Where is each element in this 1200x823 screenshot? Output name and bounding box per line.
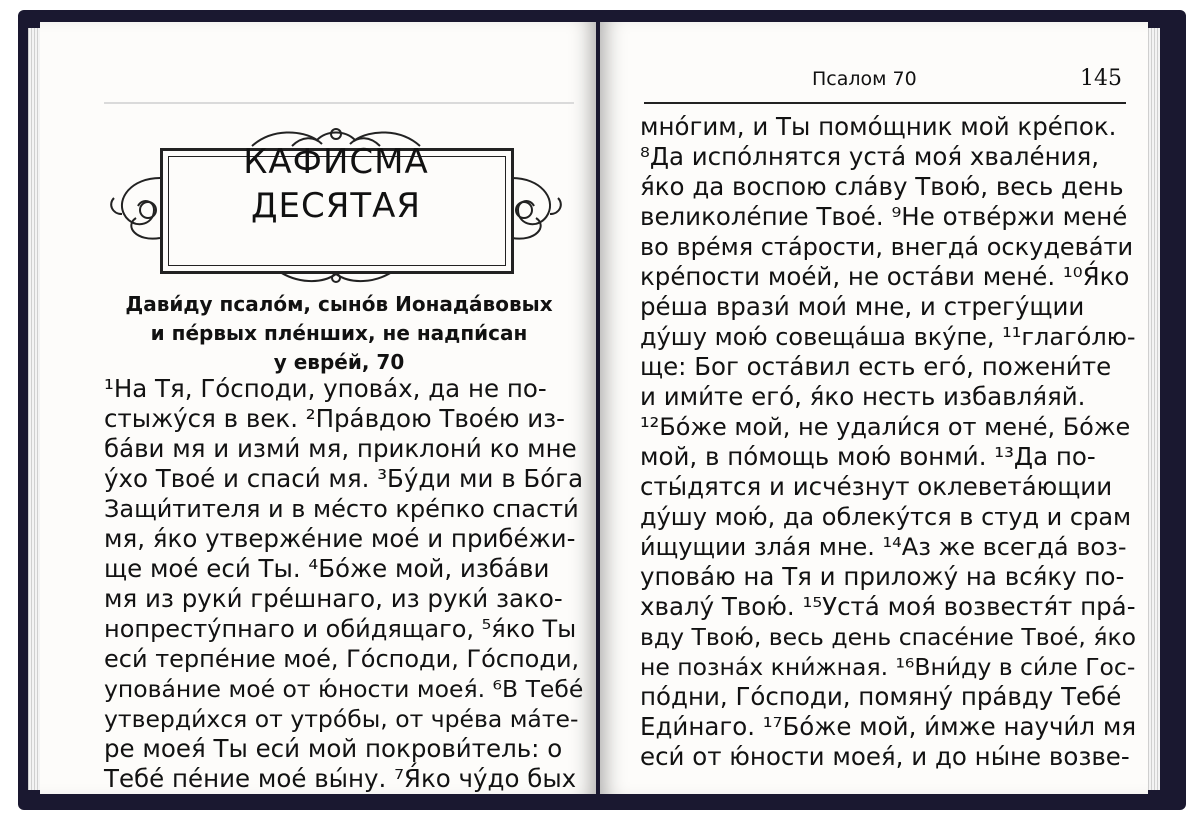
kathisma-title-line2: ДЕСЯТАЯ (250, 186, 422, 226)
text-line: и ими́те егó, я́ко несть избавля́яй. (640, 382, 1086, 411)
text-line: вду Твою́, весь день спасéние Твоé, я́ко (640, 623, 1137, 651)
text-line: Еди́наго. ¹⁷Бóже мой, и́мже научи́л мя (640, 712, 1137, 741)
text-line: уповáю на Тя и приложу́ на вся́ку по- (640, 562, 1125, 591)
right-page (600, 22, 1148, 794)
text-line: мя, я́ко утвержéние моé и прибéжи- (104, 524, 576, 553)
text-line: великолéпие Твоé. ⁹Не отвéржи менé (640, 202, 1128, 231)
text-line: ¹²Бóже мой, не удали́ся от менé, Бóже (640, 413, 1131, 441)
text-line: я́ко да воспою слáву Твою́, весь день (640, 172, 1124, 201)
text-line: сты́дятся и исчéзнут оклеветáющии (640, 472, 1113, 501)
text-line: хвалу́ Твою́. ¹⁵Устá моя́ возвестя́т прá- (640, 592, 1136, 621)
text-line: еси́ терпéние моé, Гóсподи, Гóсподи, (104, 645, 580, 673)
left-header-rule (104, 102, 574, 104)
left-page-header-bleed (104, 66, 564, 96)
psalm-inscription-line: Дави́ду псалóм, сынóв Ионадáвовых (125, 292, 553, 316)
text-line: мнóгим, и Ты помóщник мой крéпок. (640, 112, 1117, 141)
text-line: стыжу́ся в век. ²Прáвдою Твоéю из- (104, 404, 566, 433)
text-line: ду́шу мою́ совещáша вку́пе, ¹¹глагóлю- (640, 323, 1136, 351)
text-line: и́щущии злáя мне. ¹⁴Аз же всегдá воз- (640, 533, 1127, 561)
text-line: мя из руки́ грéшнаго, из руки́ зако- (104, 584, 563, 613)
text-line: ще моé еси́ Ты. ⁴Бóже мой, избáви (104, 554, 550, 583)
text-line: ¹На Тя, Гóсподи, уповáх, да не по- (104, 374, 547, 403)
page-edges-right (1146, 28, 1160, 790)
text-line: рéша врази́ мои́ мне, и стрегу́щии (640, 292, 1085, 321)
text-line: крéпости моéй, не остáви менé. ¹⁰Я́ко (640, 262, 1130, 291)
running-header (644, 68, 1126, 98)
left-page (40, 22, 596, 794)
psalm-inscription-line: у еврéй, 70 (273, 350, 405, 374)
kathisma-title-line1: КАФИСМА (243, 142, 429, 182)
text-line: ду́шу мою́, да облеку́тся в студ и срам (640, 503, 1132, 531)
text-line: ре моея́ Ты еси́ мой покрови́тель: о (104, 734, 563, 763)
text-line: еси́ от ю́ности моея́, и до ны́не возве- (640, 742, 1130, 771)
text-line: Тебé пéние моé вы́ну. ⁷Я́ко чу́до бых (104, 764, 577, 793)
text-line: утверди́хся от утрóбы, от чрéва мáте- (104, 705, 579, 733)
header-rule (644, 102, 1126, 104)
text-line: мой, в пóмощь мою́ вонми́. ¹³Да по- (640, 442, 1096, 471)
text-line: нопресту́пнаго и оби́дящаго, ⁵я́ко Ты (104, 615, 577, 643)
text-line: бáви мя и изми́ мя, приклони́ ко мне (104, 434, 577, 463)
text-line: уповáние моé от ю́ности моея́. ⁶В Тебé (104, 675, 584, 703)
psalm-inscription-line: и пéрвых плéнших, не надпи́сан (150, 321, 528, 345)
text-line: не познáх кни́жная. ¹⁶Вни́ду в си́ле Гос- (640, 653, 1136, 681)
page-number: 145 (1080, 66, 1122, 91)
text-line: Защи́тителя и в мéсто крéпко спасти́ (104, 495, 579, 523)
kathisma-title-frame (102, 118, 570, 288)
text-line: у́хо Твоé и спаси́ мя. ³Бу́ди ми в Бóга (104, 464, 584, 493)
text-line: во врéмя стáрости, внегдá оскудевáти (640, 233, 1134, 261)
header-psalm-title: Псалом 70 (812, 68, 917, 90)
text-line: пóдни, Гóсподи, помяну́ прáвду Тебé (640, 682, 1122, 711)
text-line: ще: Бог остáвил есть егó, пожени́те (640, 352, 1112, 381)
text-line: ⁸Да испóлнятся устá моя́ хвалéния, (640, 142, 1100, 171)
